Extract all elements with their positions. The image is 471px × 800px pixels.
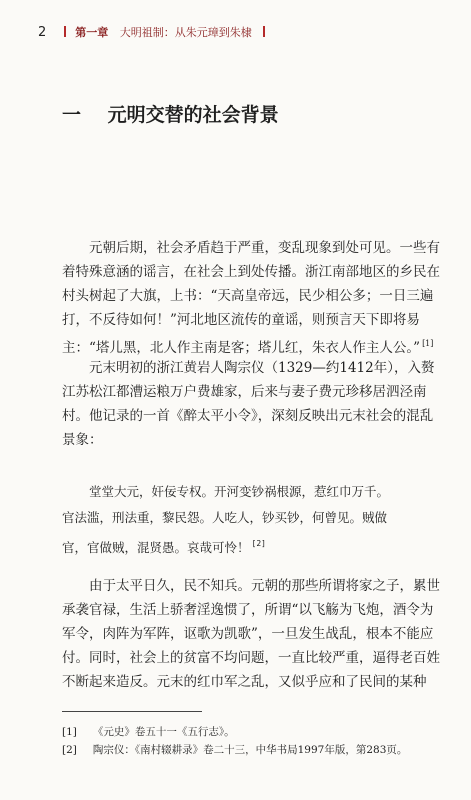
paragraph-line: 打，不反待如何！”河北地区流传的童谣，则预言天下即将易 xyxy=(62,312,420,328)
chapter-title: 大明祖制：从朱元璋到朱棣 xyxy=(119,26,252,39)
quote-line: 官，官做贼，混贤愚。哀哉可怜！ xyxy=(62,540,250,555)
header-bar-right xyxy=(263,26,265,37)
footnote-divider xyxy=(62,711,202,712)
paragraph-line: 景象： xyxy=(62,432,103,448)
quoted-poem xyxy=(62,479,442,561)
footnote-text: 《元史》卷五十一《五行志》。 xyxy=(92,726,235,738)
quote-line: 官法滥，刑法重，黎民怨。人吃人，钞买钞，何曾见。贼做 xyxy=(62,510,388,525)
footnote-marker: [2] xyxy=(62,744,77,756)
page-number: 2 xyxy=(38,25,47,40)
footnote-marker: [1] xyxy=(62,726,77,738)
footnote-2 xyxy=(62,741,407,759)
footnote-ref-2[interactable]: [2] xyxy=(251,539,266,548)
paragraph-line: 村头树起了大旗，上书：“天高皇帝远，民少相公多；一日三遍 xyxy=(62,288,434,304)
running-header xyxy=(38,24,265,40)
footnote-1 xyxy=(62,723,407,741)
paragraph-line: 由于太平日久，民不知兵。元朝的那些所谓将家之子，累世 xyxy=(89,578,440,594)
footnote-text: 陶宗仪：《南村辍耕录》卷二十三，中华书局1997年版，第283页。 xyxy=(92,744,408,756)
chapter-label: 第一章 xyxy=(75,26,109,39)
paragraph-1 xyxy=(62,236,440,360)
section-heading xyxy=(62,100,279,127)
paragraph-line: 元末明初的浙江黄岩人陶宗仪（1329—约1412年），入赘 xyxy=(89,360,435,376)
quote-line-last xyxy=(62,531,442,561)
paragraph-line: 江苏松江都漕运粮万户费雄家，后来与妻子费元珍移居泗泾南 xyxy=(62,384,427,400)
paragraph-2 xyxy=(62,356,435,452)
section-title: 元明交替的社会背景 xyxy=(107,104,279,126)
paragraph-line: 着特殊意涵的谣言，在社会上到处传播。浙江南部地区的乡民在 xyxy=(62,264,440,280)
paragraph-line: 承袭官禄，生活上骄奢淫逸惯了，所谓“以飞觞为飞炮，酒令为 xyxy=(62,602,434,618)
footnotes xyxy=(62,723,407,759)
paragraph-line: 不断起来造反。元末的红巾军之乱，又似乎应和了民间的某种 xyxy=(62,674,427,690)
paragraph-line: 军令，肉阵为军阵，讴歌为凯歌”，一旦发生战乱，根本不能应 xyxy=(62,626,434,642)
footnote-ref-1[interactable]: [1] xyxy=(422,339,434,348)
header-bar-left xyxy=(64,26,66,37)
section-number: 一 xyxy=(62,104,82,126)
quote-line: 堂堂大元，奸佞专权。开河变钞祸根源，惹红巾万千。 xyxy=(89,484,390,499)
paragraph-line: 付。同时，社会上的贫富不均问题，一直比较严重，逼得老百姓 xyxy=(62,650,440,666)
paragraph-line: 主：“塔儿黑，北人作主南是客；塔儿红，朱衣人作主人公。” xyxy=(62,340,421,356)
paragraph-line: 村。他记录的一首《醉太平小令》，深刻反映出元末社会的混乱 xyxy=(62,408,434,424)
paragraph-3 xyxy=(62,574,440,694)
paragraph-line: 元朝后期，社会矛盾趋于严重，变乱现象到处可见。一些有 xyxy=(89,240,440,256)
